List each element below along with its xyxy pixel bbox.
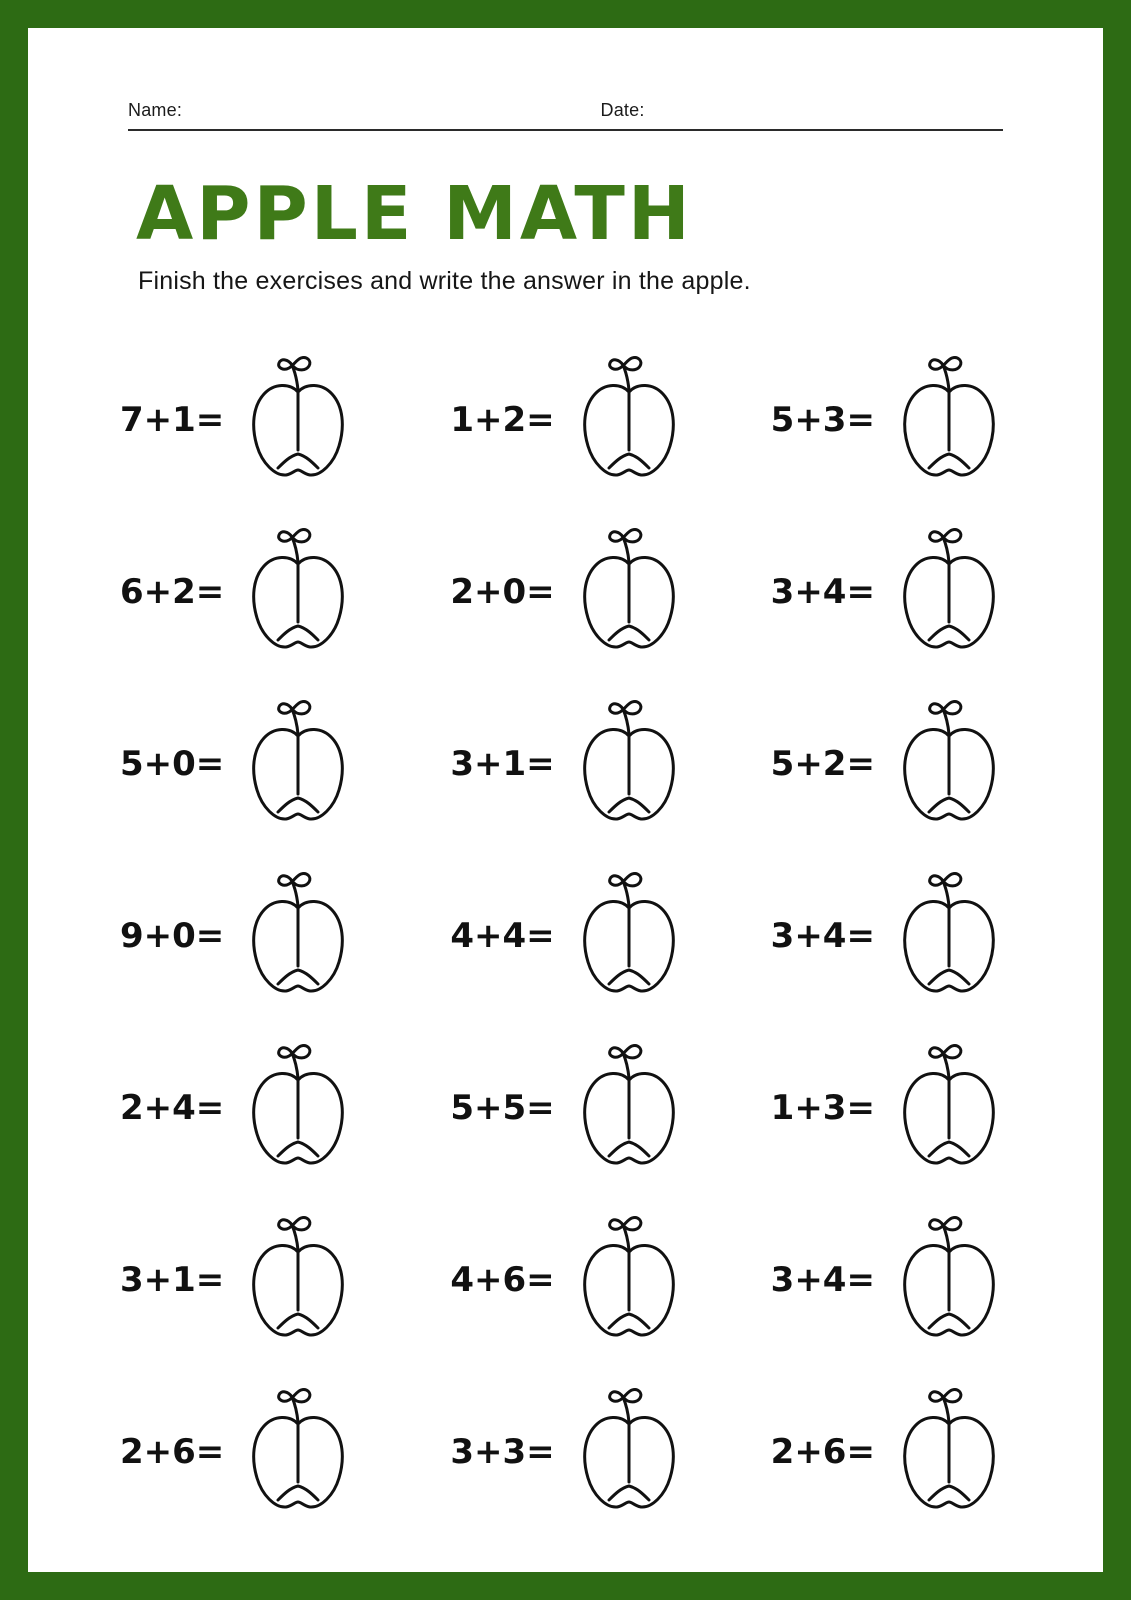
problem-cell — [106, 350, 412, 490]
apple-answer-box[interactable] — [885, 1382, 1013, 1522]
apple-answer-box[interactable] — [885, 350, 1013, 490]
apple-answer-box[interactable] — [234, 350, 362, 490]
problem-cell — [106, 694, 412, 834]
problem-cell — [719, 1210, 1025, 1350]
problem-equation: 2+4= — [120, 1088, 225, 1129]
apple-answer-box[interactable] — [565, 1038, 693, 1178]
problem-cell — [412, 694, 718, 834]
problem-cell — [412, 1382, 718, 1522]
problem-cell — [719, 350, 1025, 490]
problem-cell — [412, 522, 718, 662]
problem-cell — [106, 866, 412, 1006]
apple-answer-box[interactable] — [234, 694, 362, 834]
problem-cell — [719, 1038, 1025, 1178]
problem-cell — [106, 522, 412, 662]
problem-cell — [719, 1382, 1025, 1522]
apple-answer-box[interactable] — [885, 1038, 1013, 1178]
problem-cell — [412, 1038, 718, 1178]
apple-answer-box[interactable] — [565, 694, 693, 834]
problem-equation: 5+5= — [450, 1088, 555, 1129]
apple-answer-box[interactable] — [234, 1210, 362, 1350]
problem-equation: 9+0= — [120, 916, 225, 957]
apple-answer-box[interactable] — [565, 1210, 693, 1350]
apple-answer-box[interactable] — [234, 522, 362, 662]
problem-equation: 2+0= — [450, 572, 555, 613]
apple-answer-box[interactable] — [234, 1038, 362, 1178]
apple-answer-box[interactable] — [565, 522, 693, 662]
problem-cell — [412, 866, 718, 1006]
problem-cell — [719, 866, 1025, 1006]
name-label: Name: — [128, 100, 183, 120]
problems-grid — [106, 334, 1025, 1538]
problem-equation: 5+3= — [770, 400, 875, 441]
problem-equation: 3+4= — [770, 572, 875, 613]
problem-equation: 2+6= — [770, 1432, 875, 1473]
problem-cell — [719, 694, 1025, 834]
problem-equation: 6+2= — [120, 572, 225, 613]
problem-equation: 1+2= — [450, 400, 555, 441]
problem-equation: 3+3= — [450, 1432, 555, 1473]
name-date-row — [128, 100, 1003, 131]
worksheet-content — [28, 28, 1103, 1572]
problem-equation: 3+4= — [770, 916, 875, 957]
problem-cell — [412, 350, 718, 490]
apple-answer-box[interactable] — [565, 1382, 693, 1522]
problem-equation: 3+1= — [120, 1260, 225, 1301]
problem-equation: 4+6= — [450, 1260, 555, 1301]
problem-cell — [106, 1210, 412, 1350]
problem-cell — [412, 1210, 718, 1350]
apple-answer-box[interactable] — [565, 350, 693, 490]
problem-cell — [106, 1038, 412, 1178]
page-title: APPLE MATH — [136, 171, 693, 257]
apple-answer-box[interactable] — [885, 522, 1013, 662]
apple-answer-box[interactable] — [234, 1382, 362, 1522]
problem-equation: 4+4= — [450, 916, 555, 957]
problem-equation: 2+6= — [120, 1432, 225, 1473]
apple-answer-box[interactable] — [885, 694, 1013, 834]
apple-answer-box[interactable] — [885, 866, 1013, 1006]
problem-equation: 5+0= — [120, 744, 225, 785]
apple-answer-box[interactable] — [565, 866, 693, 1006]
problem-cell — [719, 522, 1025, 662]
problem-equation: 3+1= — [450, 744, 555, 785]
problem-equation: 3+4= — [770, 1260, 875, 1301]
problem-cell — [106, 1382, 412, 1522]
problem-equation: 5+2= — [770, 744, 875, 785]
page-subtitle: Finish the exercises and write the answer in the apple. — [138, 267, 751, 296]
problem-equation: 7+1= — [120, 400, 225, 441]
problem-equation: 1+3= — [770, 1088, 875, 1129]
date-label: Date: — [600, 100, 645, 120]
apple-answer-box[interactable] — [234, 866, 362, 1006]
apple-answer-box[interactable] — [885, 1210, 1013, 1350]
worksheet-page — [28, 28, 1103, 1572]
